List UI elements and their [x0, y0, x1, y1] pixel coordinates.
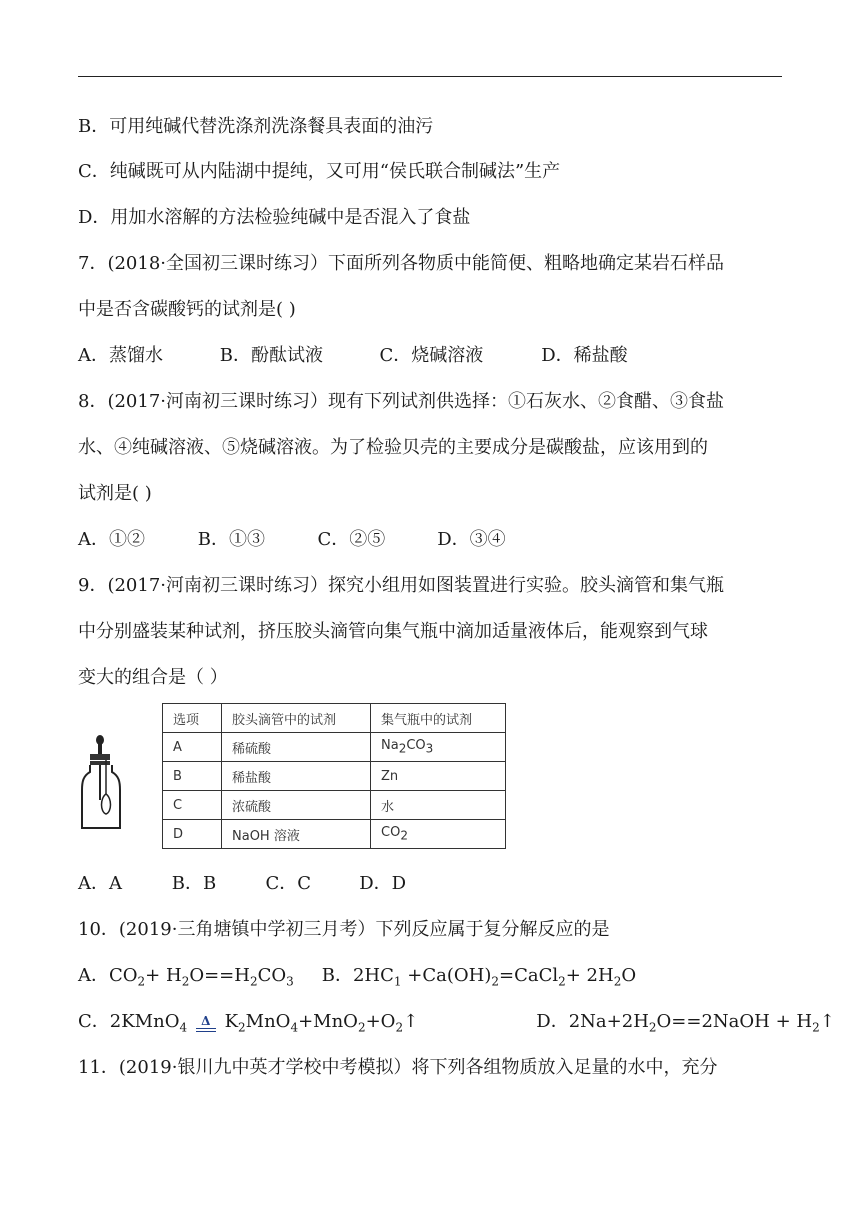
q8-options — [78, 528, 506, 552]
q8-option-a: A．①② — [78, 529, 145, 550]
q9-reagent-table — [162, 703, 506, 849]
table-row — [163, 762, 506, 791]
q7-option-c: C．烧碱溶液 — [379, 345, 484, 366]
q7-option-b: B．酚酞试液 — [219, 345, 323, 366]
q9-option-c: C．C — [265, 873, 312, 894]
q6-option-c: C．纯碱既可从内陆湖中提纯，又可用“侯氏联合制碱法”生产 — [78, 161, 561, 182]
q7-options — [78, 344, 628, 368]
table-row — [163, 791, 506, 820]
table-cell: B — [163, 762, 222, 791]
q8-option-d: D．③④ — [437, 529, 506, 550]
header-rule — [78, 76, 782, 77]
q7-option-d: D．稀盐酸 — [541, 345, 628, 366]
table-cell: $CO_2$ — [371, 820, 506, 849]
heating-condition-sign — [193, 1016, 219, 1032]
table-cell: A — [163, 733, 222, 762]
q6-option-d: D．用加水溶解的方法检验纯碱中是否混入了食盐 — [78, 207, 471, 228]
q10-options-row2 — [78, 1010, 835, 1040]
q8-stem-line3: 试剂是( ) — [78, 483, 152, 504]
table-cell: NaOH 溶液 — [222, 820, 371, 849]
table-cell: 浓硫酸 — [222, 791, 371, 820]
q10-option-c-right: $K_2MnO_4+MnO_2+O_2↑$ — [224, 1011, 419, 1035]
q8-stem-line2: 水、④纯碱溶液、⑤烧碱溶液。为了检验贝壳的主要成分是碳酸盐，应该用到的 — [78, 437, 708, 458]
q9-option-a: A．A — [78, 873, 122, 894]
table-cell: $Na_2CO_3$ — [371, 733, 506, 762]
table-header-cell: 胶头滴管中的试剂 — [222, 704, 371, 733]
table-cell: 稀硫酸 — [222, 733, 371, 762]
table-header-cell: 选项 — [163, 704, 222, 733]
q11-stem-line1: 11．(2019·银川九中英才学校中考模拟）将下列各组物质放入足量的水中，充分 — [78, 1057, 718, 1078]
q8-option-b: B．①③ — [197, 529, 265, 550]
q8-option-c: C．②⑤ — [317, 529, 386, 550]
gas-bottle-dropper-apparatus — [80, 734, 126, 830]
q6-option-b: B．可用纯碱代替洗涤剂洗涤餐具表面的油污 — [78, 116, 434, 137]
q9-option-d: D．D — [359, 873, 407, 894]
q10-stem: 10．(2019·三角塘镇中学初三月考）下列反应属于复分解反应的是 — [78, 919, 610, 940]
table-cell: D — [163, 820, 222, 849]
q10-option-d: D．$2Na+2H_2O==2NaOH$ + $H_2↑$ — [536, 1011, 835, 1035]
table-cell: C — [163, 791, 222, 820]
table-row — [163, 733, 506, 762]
delta-symbol: Δ — [201, 1014, 211, 1028]
q9-options — [78, 872, 406, 896]
table-header-cell: 集气瓶中的试剂 — [371, 704, 506, 733]
table-cell: Zn — [371, 762, 506, 791]
q10-options-row1 — [78, 964, 636, 994]
table-cell: 稀盐酸 — [222, 762, 371, 791]
q8-stem-line1: 8．(2017·河南初三课时练习）现有下列试剂供选择：①石灰水、②食醋、③食盐 — [78, 391, 725, 412]
q9-stem-line1: 9．(2017·河南初三课时练习）探究小组用如图装置进行实验。胶头滴管和集气瓶 — [78, 575, 725, 596]
q9-stem-line2: 中分别盛装某种试剂，挤压胶头滴管向集气瓶中滴加适量液体后，能观察到气球 — [78, 621, 708, 642]
q7-option-a: A．蒸馏水 — [78, 345, 163, 366]
q7-stem-line1: 7．(2018·全国初三课时练习）下面所列各物质中能简便、粗略地确定某岩石样品 — [78, 253, 725, 274]
table-row — [163, 820, 506, 849]
table-header-row — [163, 704, 506, 733]
q9-option-b: B．B — [171, 873, 217, 894]
q10-option-c-left: C．2KMnO$_4$ — [78, 1011, 188, 1035]
q10-option-b: B．$2HC_1$ $+Ca(OH)_2=CaCl_2+ 2H_2O$ — [321, 965, 637, 989]
q10-option-a: A．$CO_2+ H_2O==H_2CO_3$ — [78, 965, 294, 989]
q9-stem-line3: 变大的组合是（ ） — [78, 667, 228, 688]
q7-stem-line2: 中是否含碳酸钙的试剂是( ) — [78, 299, 296, 320]
table-cell: 水 — [371, 791, 506, 820]
